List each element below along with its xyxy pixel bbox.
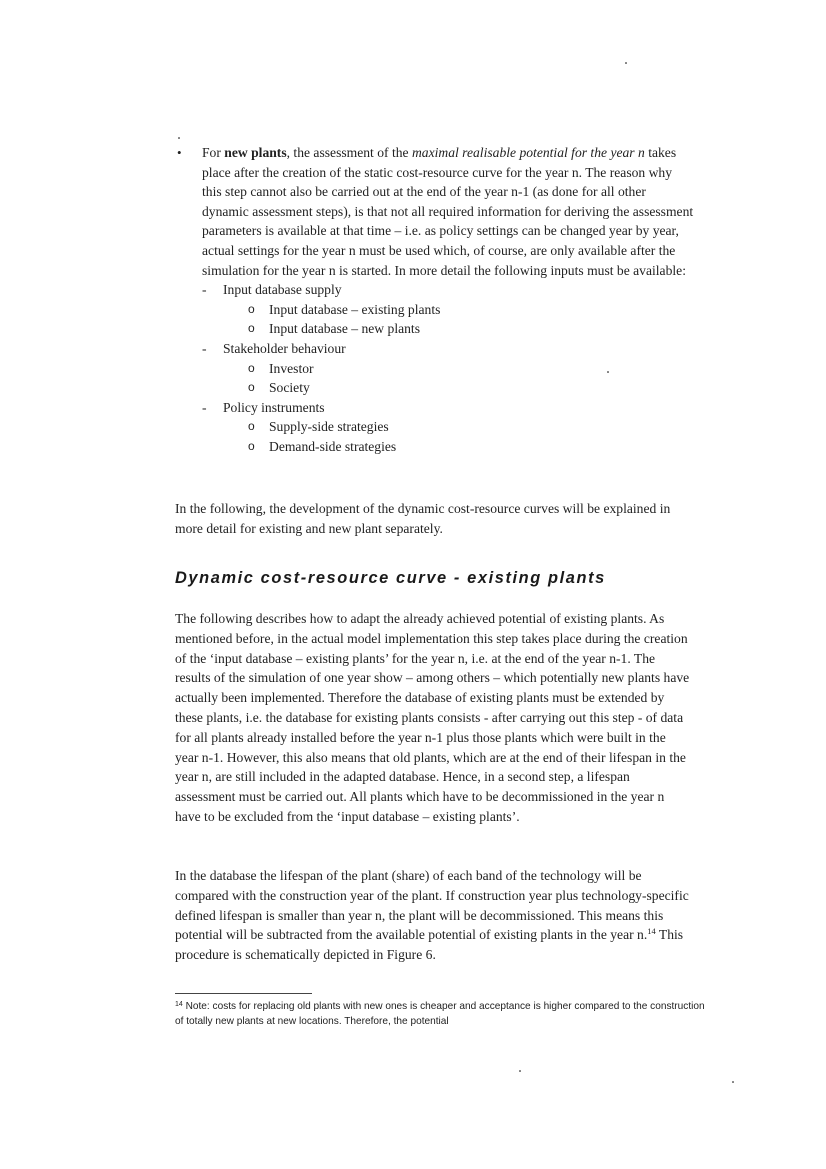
bullet-new-plants — [175, 143, 695, 457]
circle-bullet-icon: o — [248, 419, 255, 434]
sub-list — [223, 300, 695, 339]
list-item-label: Stakeholder behaviour — [223, 340, 346, 356]
paragraph-existing-plants: The following describes how to adapt the already achieved potential of existing plants. As mentioned before, in the actual model implementation this step takes place during the creation of the ‘input database – existing plants’ for the year n, i.e. at the end of the year n-1. The results of the simulation of one year show – among others – which potentially new plants have actually been implemented. Therefore the database of existing plants must be extended by these plants, i.e. the database for existing plants consists - after carrying out this step - of data for all plants already installed before the year n-1 plus those plants which were built in the year n-1. However, this also means that old plants, which are at the end of their lifespan in the year n, are still included in the adapted database. Hence, in a second step, a lifespan assessment must be carried out. All plants which have to be decommissioned in the year n have to be excluded from the ‘input database – existing plants’. — [175, 611, 690, 824]
circle-bullet-icon: o — [248, 321, 255, 336]
scan-speck — [625, 62, 627, 64]
scan-speck — [178, 137, 180, 139]
footnote-divider — [175, 993, 312, 994]
paragraph-lifespan: In the database the lifespan of the plant (share) of each band of the technology will be compared with the construction year of the plant. If construction year plus technology-specific defined lifespan is smaller than year n, the plant will be decommissioned. This means this potential will be subtracted from the available potential of existing plants in the year n.$^{14}$ This procedure is schematically depicted in Figure 6. — [175, 868, 689, 963]
scan-speck — [732, 1081, 734, 1083]
dash-marker: - — [202, 282, 207, 298]
sub-list — [223, 359, 695, 398]
list-item-label: Input database supply — [223, 282, 342, 298]
sub-list-item: o Society — [223, 378, 695, 398]
dash-marker: - — [202, 399, 207, 415]
sub-list-item: o Demand-side strategies — [223, 437, 695, 457]
inputs-list — [202, 280, 695, 456]
list-item — [202, 280, 695, 339]
footnote-text: Note: costs for replacing old plants with new ones is cheaper and acceptance is higher compared to the construction of totally new plants at new locations. Therefore, the potential — [175, 1001, 705, 1027]
list-item — [202, 398, 695, 457]
circle-bullet-icon: o — [248, 360, 255, 375]
scan-speck — [607, 371, 609, 373]
section-heading: Dynamic cost-resource curve - existing plants — [175, 569, 606, 587]
sub-list-item: o Investor — [223, 359, 695, 379]
circle-bullet-icon: o — [248, 301, 255, 316]
sub-list — [223, 417, 695, 456]
scan-speck — [519, 1070, 521, 1072]
list-item — [202, 339, 695, 398]
bullet-dot-icon: • — [177, 145, 182, 160]
bullet-intro-text: For new plants, the assessment of the maximal realisable potential for the year n takes place after the creation of the static cost-resource curve for the year n. The reason why this step cannot also be carried out at the end of the year n-1 (as done for all other dynamic assessment steps), is that not all required information for deriving the assessment parameters is available at that time – i.e. as policy settings can be changed year by year, actual settings for the year n must be used which, of course, are only available after the simulation for the year n is started. In more detail the following inputs must be available: — [202, 145, 694, 278]
circle-bullet-icon: o — [248, 438, 255, 453]
footnote-number: 14 — [175, 1001, 183, 1008]
footnote — [175, 1000, 705, 1029]
sub-list-item: o Supply-side strategies — [223, 417, 695, 437]
circle-bullet-icon: o — [248, 380, 255, 395]
sub-list-item: o Input database – new plants — [223, 319, 695, 339]
list-item-label: Policy instruments — [223, 399, 325, 415]
sub-list-item: o Input database – existing plants — [223, 300, 695, 320]
paragraph-intro: In the following, the development of the dynamic cost-resource curves will be explained in more detail for existing and new plant separately. — [175, 501, 671, 536]
dash-marker: - — [202, 340, 207, 356]
footnote-reference[interactable]: 14 — [647, 926, 656, 937]
